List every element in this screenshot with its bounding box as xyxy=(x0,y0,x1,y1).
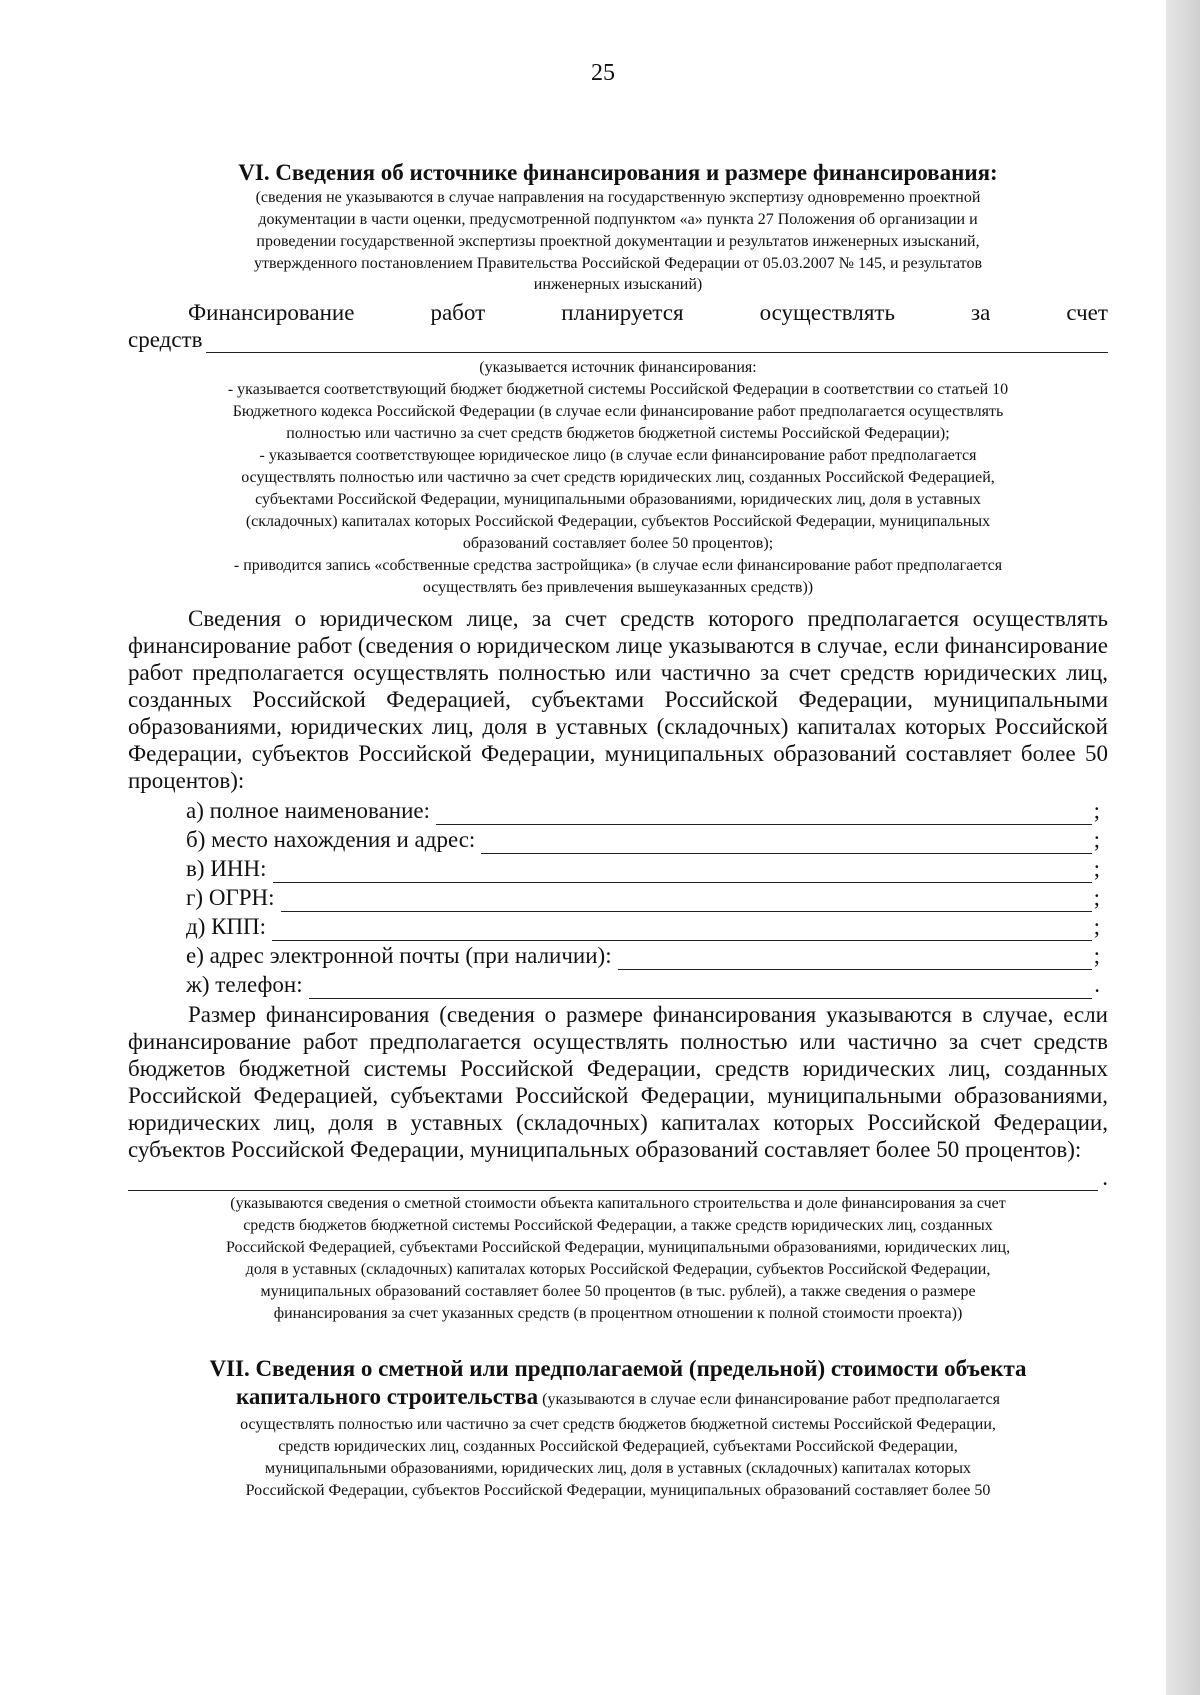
legal-entity-paragraph: Сведения о юридическом лице, за счет средств которого предполагается осуществлять финансирование работ (сведения о юридическом лице указываются в случае, если финансирование работ предполагается осуществлять полностью или частично за счет средств юридических лиц, созданных Российской Федерацией, субъектами Российской Федерации, муниципальными образованиями, юридических лиц, доля в уставных (складочных) капиталах которых Российской Федерации, субъектов Российской Федерации, муниципальных образований составляет более 50 процентов): xyxy=(128,606,1108,793)
field-email xyxy=(128,941,1108,970)
note-line: (указывается источник финансирования: xyxy=(479,359,757,376)
financing-word: осуществлять xyxy=(759,300,895,325)
field-end: ; xyxy=(1093,856,1100,881)
note-line: доля в уставных (складочных) капиталах которых Российской Федерации, субъектов Российской Федерации, xyxy=(245,1261,991,1278)
document-page xyxy=(128,60,1108,1502)
section-7-note-inline: (указываются в случае если финансирование работ предполагается xyxy=(538,1391,1001,1408)
financing-sentence xyxy=(128,299,1108,326)
note-line: утвержденного постановлением Правительства Российской Федерации от 05.03.2007 № 145, и результатов xyxy=(253,255,982,272)
field-kpp xyxy=(128,912,1108,941)
note-line: средств бюджетов бюджетной системы Российской Федерации, а также средств юридических лиц, созданных xyxy=(243,1217,993,1234)
note-line: (сведения не указываются в случае направления на государственную экспертизу одновременно проектной xyxy=(255,189,981,206)
section-7-title: VII. Сведения о сметной или предполагаемой (предельной) стоимости объекта xyxy=(209,1356,1027,1381)
note-line: Бюджетного кодекса Российской Федерации (в случае если финансирование работ предполагается осуществлять xyxy=(232,403,1004,420)
amount-end: . xyxy=(1102,1165,1108,1190)
field-end: ; xyxy=(1093,798,1100,823)
note-line: Российской Федерацией, субъектами Российской Федерации, муниципальными образованиями, юридических лиц, xyxy=(225,1239,1011,1256)
section-7-title-line2: капитального строительства xyxy=(235,1384,539,1409)
amount-note xyxy=(128,1193,1108,1325)
note-line: проведении государственной экспертизы проектной документации и результатов инженерных изысканий, xyxy=(256,233,980,250)
note-line: документации в части оценки, предусмотренной подпунктом «а» пункта 27 Положения об организации и xyxy=(258,211,978,228)
field-label: д) КПП: xyxy=(186,914,267,939)
field-label: ж) телефон: xyxy=(186,972,303,997)
section-7 xyxy=(128,1355,1108,1502)
note-line: полностью или частично за счет средств бюджетов бюджетной системы Российской Федерации); xyxy=(286,425,950,442)
note-line: инженерных изысканий) xyxy=(533,276,703,293)
ogrn-input[interactable] xyxy=(281,889,1092,912)
note-line: Российской Федерации, субъектов Российской Федерации, муниципальных образований составляет более 50 xyxy=(245,1482,991,1499)
field-label: б) место нахождения и адрес: xyxy=(186,827,476,852)
amount-row xyxy=(128,1165,1108,1191)
note-line: осуществлять полностью или частично за счет средств юридических лиц, созданных Российской Федерацией, xyxy=(241,469,995,486)
note-line: (указываются сведения о сметной стоимости объекта капитального строительства и доле финансирования за счет xyxy=(230,1195,1006,1212)
source-note xyxy=(128,357,1108,599)
inn-input[interactable] xyxy=(273,860,1092,883)
section-6-title: VI. Сведения об источнике финансирования и размере финансирования: xyxy=(238,160,998,185)
page-number: 25 xyxy=(591,60,615,86)
email-input[interactable] xyxy=(618,947,1092,970)
field-address xyxy=(128,825,1108,854)
financing-word: счет xyxy=(1066,300,1108,325)
field-label: в) ИНН: xyxy=(186,856,267,881)
financing-word: работ xyxy=(430,300,486,325)
section-7-title-continued xyxy=(128,1383,1108,1414)
note-line: - приводится запись «собственные средства застройщика» (в случае если финансирование работ предполагается xyxy=(233,557,1003,574)
financing-source-label: средств xyxy=(128,327,203,352)
field-end: . xyxy=(1094,972,1100,997)
section-6-note xyxy=(128,187,1108,295)
address-input[interactable] xyxy=(481,831,1091,854)
financing-word: Финансирование xyxy=(188,300,355,325)
field-label: а) полное наименование: xyxy=(186,798,431,823)
note-line: осуществлять без привлечения вышеуказанных средств)) xyxy=(422,579,814,596)
field-end: ; xyxy=(1093,914,1100,939)
field-label: е) адрес электронной почты (при наличии): xyxy=(186,943,612,968)
financing-word: за xyxy=(971,300,991,325)
note-line: муниципальными образованиями, юридических лиц, доля в уставных (складочных) капиталах которых xyxy=(265,1460,971,1477)
phone-input[interactable] xyxy=(309,976,1093,999)
financing-word: планируется xyxy=(561,300,684,325)
legal-entity-fields xyxy=(128,796,1108,999)
note-line: (складочных) капиталах которых Российской Федерации, субъектов Российской Федерации, муниципальных xyxy=(245,513,991,530)
kpp-input[interactable] xyxy=(272,918,1092,941)
note-line: осуществлять полностью или частично за счет средств бюджетов бюджетной системы Российской Федерации, xyxy=(240,1416,996,1433)
field-end: ; xyxy=(1093,827,1100,852)
note-line: финансирования за счет указанных средств (в процентном отношении к полной стоимости проекта)) xyxy=(273,1305,963,1322)
field-end: ; xyxy=(1093,885,1100,910)
field-end: ; xyxy=(1093,943,1100,968)
financing-source-row xyxy=(128,326,1108,353)
field-inn xyxy=(128,854,1108,883)
page-edge xyxy=(1166,0,1200,1695)
note-line: средств юридических лиц, созданных Российской Федерацией, субъектами Российской Федерации, xyxy=(278,1438,958,1455)
field-label: г) ОГРН: xyxy=(186,885,275,910)
field-ogrn xyxy=(128,883,1108,912)
note-line: субъектами Российской Федерации, муниципальными образованиями, юридических лиц, доля в уставных xyxy=(255,491,981,508)
note-line: - указывается соответствующее юридическое лицо (в случае если финансирование работ предполагается xyxy=(259,447,977,464)
note-line: - указывается соответствующий бюджет бюджетной системы Российской Федерации в соответствии со статьей 10 xyxy=(227,381,1009,398)
field-phone xyxy=(128,970,1108,999)
note-line: муниципальных образований составляет более 50 процентов (в тыс. рублей), а также сведения о размере xyxy=(260,1283,976,1300)
amount-input[interactable] xyxy=(128,1168,1098,1191)
field-full-name xyxy=(128,796,1108,825)
note-line: образований составляет более 50 процентов); xyxy=(462,535,774,552)
amount-paragraph: Размер финансирования (сведения о размере финансирования указываются в случае, если финансирование работ предполагается осуществлять полностью или частично за счет средств бюджетов бюджетной системы Российской Федерации, средств юридических лиц, созданных Российской Федерацией, субъектами Российской Федерации, муниципальными образованиями, юридических лиц, доля в уставных (складочных) капиталах которых Российской Федерации, субъектов Российской Федерации, муниципальных образований составляет более 50 процентов): xyxy=(128,1002,1108,1162)
full-name-input[interactable] xyxy=(436,802,1092,825)
financing-source-field[interactable] xyxy=(206,330,1108,353)
